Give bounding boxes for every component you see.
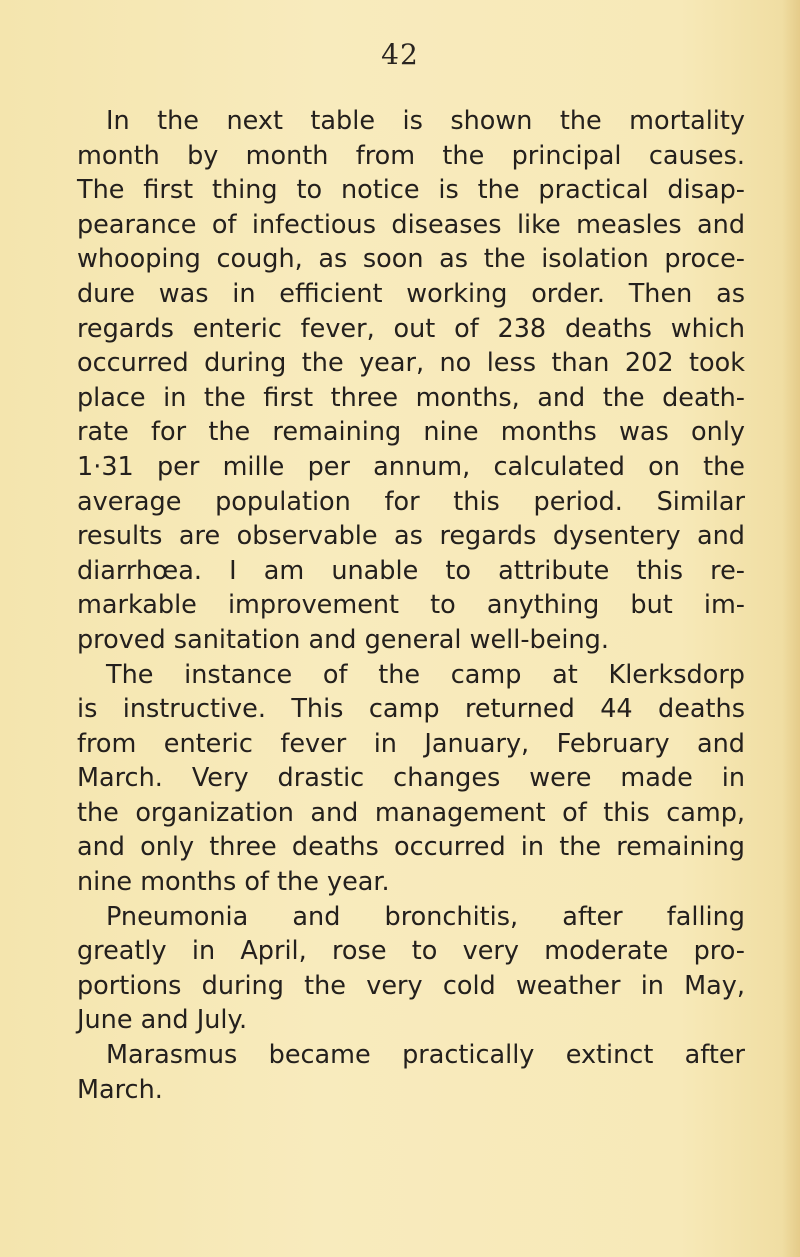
text-line: average population for this period. Similar bbox=[77, 486, 745, 517]
text-line: Marasmus became practically extinct after bbox=[106, 1040, 745, 1071]
text-line: portions during the very cold weather in May, bbox=[77, 970, 745, 1001]
text-line: is instructive. This camp returned 44 deaths bbox=[77, 694, 745, 725]
text-line: pearance of infectious diseases like measles and bbox=[77, 209, 745, 240]
text-line: March. Very drastic changes were made in bbox=[77, 763, 745, 794]
text-line: 1·31 per mille per annum, calculated on the bbox=[77, 451, 745, 482]
page-number: 42 bbox=[381, 38, 419, 71]
text-line: June and July. bbox=[77, 1005, 248, 1036]
text-line: diarrhœa. I am unable to attribute this re- bbox=[77, 555, 745, 586]
text-line: March. bbox=[77, 1074, 163, 1105]
text-line: regards enteric fever, out of 238 deaths which bbox=[77, 313, 745, 344]
text-line: occurred during the year, no less than 202 took bbox=[77, 348, 745, 379]
text-line: In the next table is shown the mortality bbox=[106, 106, 745, 136]
text-line: proved sanitation and general well-being. bbox=[77, 624, 609, 655]
text-line: dure was in efficient working order. Then as bbox=[77, 278, 745, 309]
text-line: Pneumonia and bronchitis, after falling bbox=[106, 901, 745, 932]
text-line: greatly in April, rose to very moderate pro- bbox=[77, 936, 745, 967]
text-line: markable improvement to anything but im- bbox=[77, 590, 745, 621]
text-line: the organization and management of this camp, bbox=[77, 797, 745, 828]
text-line: and only three deaths occurred in the remaining bbox=[77, 832, 745, 863]
body-text bbox=[77, 104, 745, 1107]
text-line: The instance of the camp at Klerksdorp bbox=[106, 659, 745, 690]
text-line: place in the first three months, and the death- bbox=[77, 382, 745, 413]
paragraph-2 bbox=[77, 658, 745, 900]
text-line: The first thing to notice is the practical disap- bbox=[77, 175, 745, 206]
text-line: whooping cough, as soon as the isolation proce- bbox=[77, 244, 745, 275]
page-edge-shadow bbox=[782, 0, 800, 1257]
text-line: month by month from the principal causes. bbox=[77, 140, 745, 171]
text-line: results are observable as regards dysentery and bbox=[77, 521, 745, 552]
paragraph-3 bbox=[77, 900, 745, 1038]
text-line: nine months of the year. bbox=[77, 867, 390, 898]
paragraph-1 bbox=[77, 104, 745, 658]
text-line: rate for the remaining nine months was only bbox=[77, 417, 745, 448]
paragraph-4 bbox=[77, 1038, 745, 1107]
text-line: from enteric fever in January, February and bbox=[77, 728, 745, 759]
